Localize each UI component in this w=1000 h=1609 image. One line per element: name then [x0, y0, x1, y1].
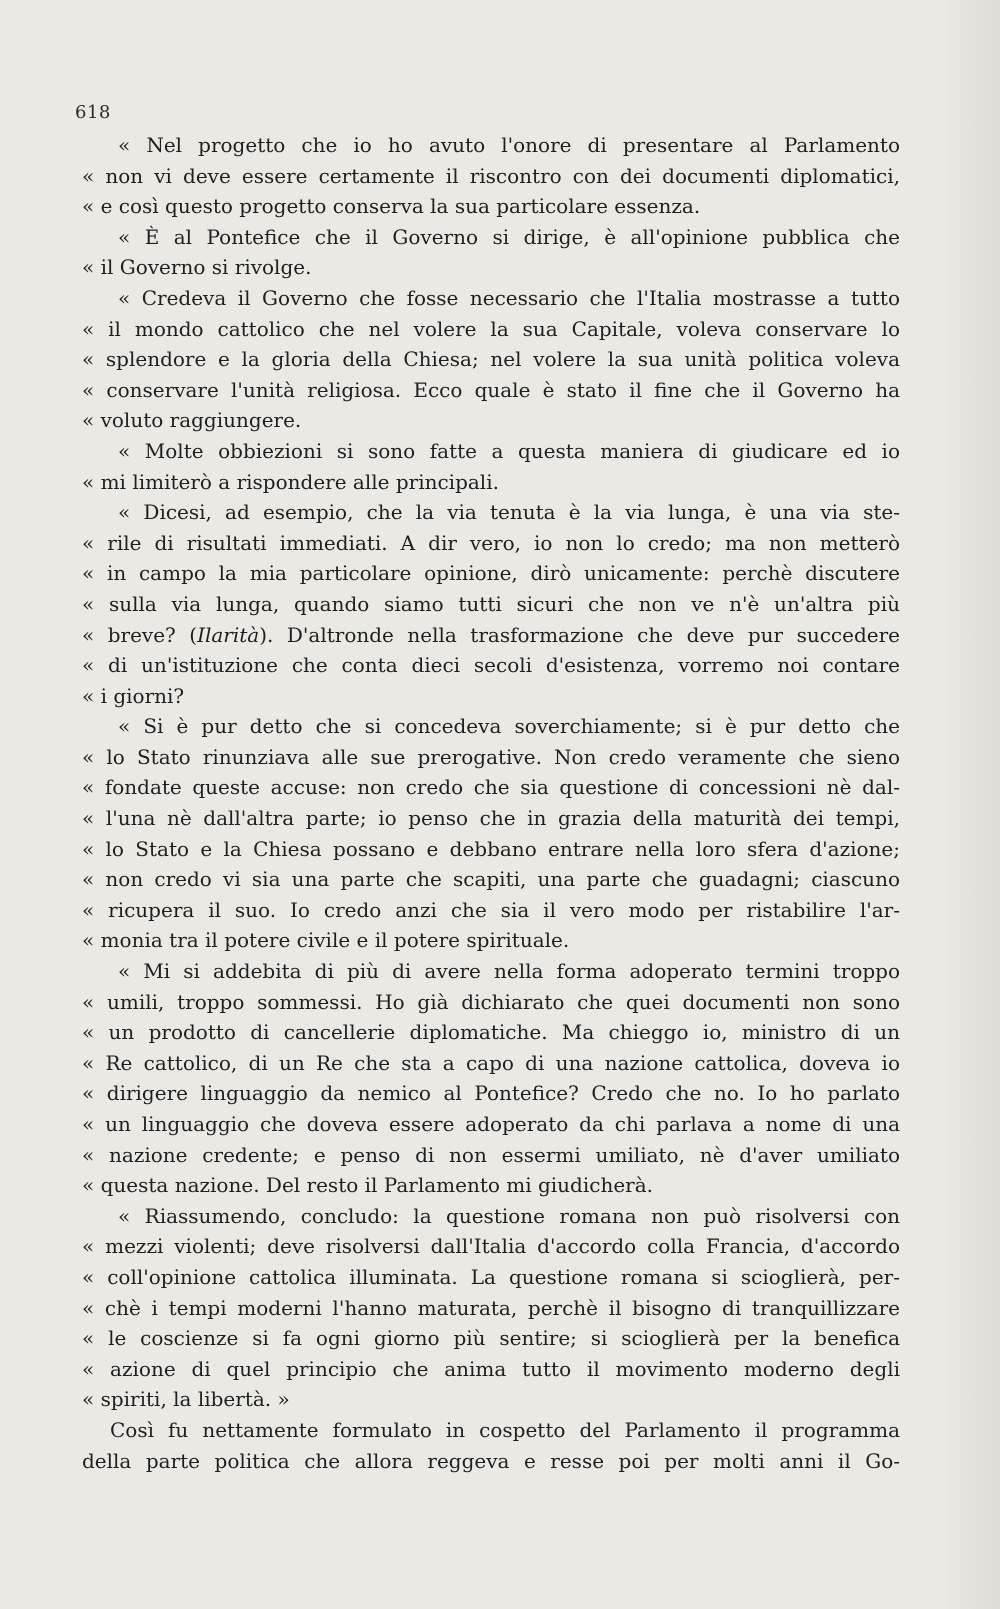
- text-line: « le coscienze si fa ogni giorno più sentire; si scioglierà per la benefica: [82, 1326, 900, 1351]
- text-line: « Riassumendo, concludo: la questione romana non può risolversi con: [118, 1203, 900, 1228]
- text-line: Così fu nettamente formulato in cospetto del Parlamento il programma: [110, 1417, 900, 1442]
- text-line: « breve? (Ilarità). D'altronde nella trasformazione che deve pur succedere: [82, 622, 900, 647]
- text-line: « umili, troppo sommessi. Ho già dichiarato che quei documenti non sono: [82, 989, 900, 1014]
- text-line: « coll'opinione cattolica illuminata. La questione romana si scioglierà, per-: [82, 1264, 900, 1289]
- text-line: « Dicesi, ad esempio, che la via tenuta è la via lunga, è una via ste-: [118, 500, 900, 525]
- text-line: « mezzi violenti; deve risolversi dall'Italia d'accordo colla Francia, d'accordo: [82, 1234, 900, 1259]
- text-line: « voluto raggiungere.: [82, 408, 302, 433]
- text-line: « il mondo cattolico che nel volere la sua Capitale, voleva conservare lo: [82, 316, 900, 341]
- text-line: « Credeva il Governo che fosse necessario che l'Italia mostrasse a tutto: [118, 285, 900, 310]
- text-line: « Molte obbiezioni si sono fatte a questa maniera di giudicare ed io: [118, 438, 900, 463]
- text-line: « Si è pur detto che si concedeva soverchiamente; si è pur detto che: [118, 714, 900, 739]
- text-line: « Mi si addebita di più di avere nella forma adoperato termini troppo: [118, 959, 900, 984]
- text-line: « questa nazione. Del resto il Parlamento mi giudicherà.: [82, 1173, 654, 1198]
- text-line: « splendore e la gloria della Chiesa; nel volere la sua unità politica voleva: [82, 347, 900, 372]
- page-edge-shadow: [940, 0, 1000, 1609]
- text-line: « non credo vi sia una parte che scapiti, una parte che guadagni; ciascuno: [82, 867, 900, 892]
- text-line: « mi limiterò a rispondere alle principali.: [82, 469, 499, 494]
- text-line: « non vi deve essere certamente il riscontro con dei documenti diplomatici,: [82, 163, 900, 188]
- text-line: « e così questo progetto conserva la sua particolare essenza.: [82, 194, 701, 219]
- italic-annotation: Ilarità: [197, 622, 260, 647]
- text-line: « l'una nè dall'altra parte; io penso che in grazia della maturità dei tempi,: [82, 806, 900, 831]
- text-line: « spiriti, la libertà. »: [82, 1387, 290, 1412]
- text-line: « lo Stato rinunziava alle sue prerogative. Non credo veramente che sieno: [82, 744, 900, 769]
- text-line: « i giorni?: [82, 683, 185, 708]
- text-line: « il Governo si rivolge.: [82, 255, 312, 280]
- text-line: « in campo la mia particolare opinione, dirò unicamente: perchè discutere: [82, 561, 900, 586]
- text-line: « azione di quel principio che anima tutto il movimento moderno degli: [82, 1356, 900, 1381]
- text-line: « lo Stato e la Chiesa possano e debbano entrare nella loro sfera d'azione;: [82, 836, 900, 861]
- text-line: « chè i tempi moderni l'hanno maturata, perchè il bisogno di tranquillizzare: [82, 1295, 900, 1320]
- text-line: « di un'istituzione che conta dieci secoli d'esistenza, vorremo noi contare: [82, 653, 900, 678]
- text-line: « rile di risultati immediati. A dir vero, io non lo credo; ma non metterò: [82, 530, 900, 555]
- text-line: « dirigere linguaggio da nemico al Pontefice? Credo che no. Io ho parlato: [82, 1081, 900, 1106]
- text-line: « monia tra il potere civile e il potere spirituale.: [82, 928, 570, 953]
- text-line: « nazione credente; e penso di non essermi umiliato, nè d'aver umiliato: [82, 1142, 900, 1167]
- text-line: della parte politica che allora reggeva e resse poi per molti anni il Go-: [82, 1448, 900, 1473]
- text-line: « conservare l'unità religiosa. Ecco quale è stato il fine che il Governo ha: [82, 377, 900, 402]
- text-line: « ricupera il suo. Io credo anzi che sia il vero modo per ristabilire l'ar-: [82, 897, 900, 922]
- page-number: 618: [75, 102, 111, 123]
- text-line: « un linguaggio che doveva essere adoperato da chi parlava a nome di una: [82, 1112, 900, 1136]
- text-line: « sulla via lunga, quando siamo tutti sicuri che non ve n'è un'altra più: [82, 591, 900, 616]
- text-line: « È al Pontefice che il Governo si dirige, è all'opinione pubblica che: [118, 224, 900, 249]
- text-line: « un prodotto di cancellerie diplomatiche. Ma chieggo io, ministro di un: [82, 1020, 900, 1045]
- body-text: [82, 130, 900, 1476]
- text-line: « fondate queste accuse: non credo che sia questione di concessioni nè dal-: [82, 775, 900, 800]
- text-line: « Nel progetto che io ho avuto l'onore di presentare al Parlamento: [118, 133, 900, 157]
- text-line: « Re cattolico, di un Re che sta a capo di una nazione cattolica, doveva io: [82, 1050, 900, 1075]
